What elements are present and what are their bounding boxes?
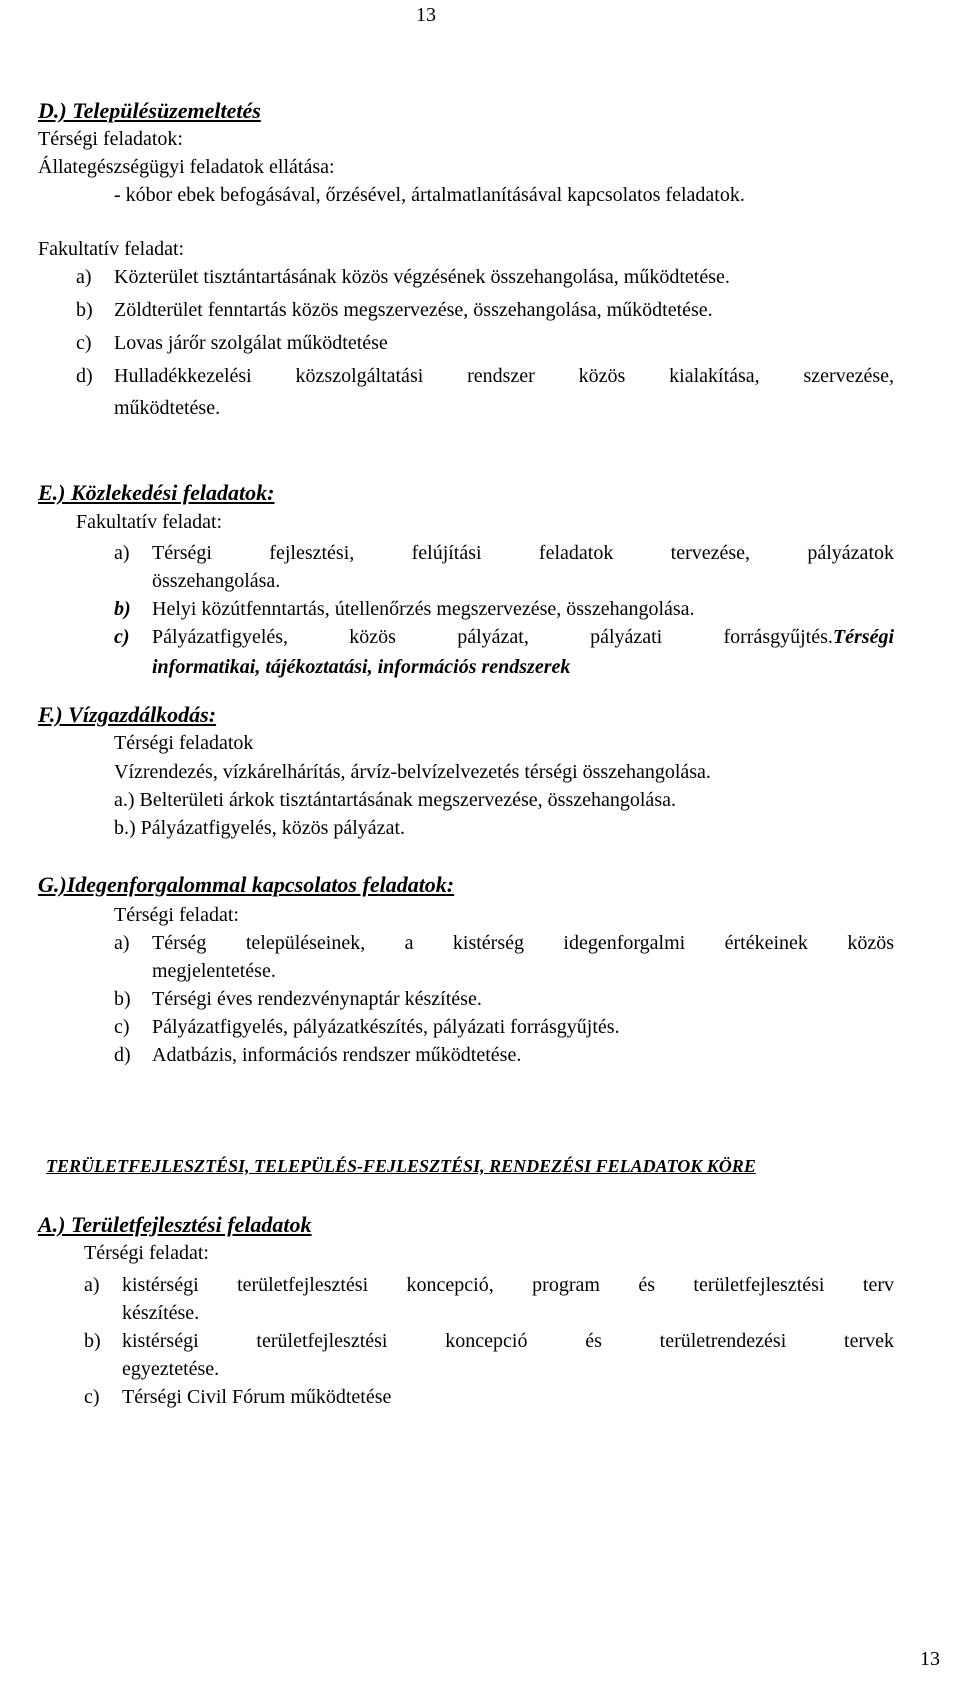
item-text: Térség településeinek, a kistérség idegenforgalmi értékeinek közös xyxy=(152,932,894,954)
section-f-line-3: a.) Belterületi árkok tisztántartásának megszervezése, összehangolása. xyxy=(114,789,676,811)
item-text: Zöldterület fenntartás közös megszervezése, összehangolása, működtetése. xyxy=(114,299,713,321)
item-label: c) xyxy=(114,626,130,648)
item-label: b) xyxy=(76,299,93,321)
page-number-top: 13 xyxy=(416,4,436,26)
item-text: Lovas járőr szolgálat működtetése xyxy=(114,332,388,354)
item-label: b) xyxy=(114,988,131,1010)
section-d-item-b xyxy=(76,299,713,322)
section-g-title: Térségi feladat: xyxy=(114,904,239,926)
section-a-title: Térségi feladat: xyxy=(84,1242,209,1264)
section-d-line-2: Állategészségügyi feladatok ellátása: xyxy=(38,156,335,178)
section-a-item-a-cont: készítése. xyxy=(122,1302,200,1324)
section-f-line-4: b.) Pályázatfigyelés, közös pályázat. xyxy=(114,817,405,839)
section-d-item-a xyxy=(76,266,730,289)
section-d-line-3: - kóbor ebek befogásával, őrzésével, ártalmatlanításával kapcsolatos feladatok. xyxy=(114,184,745,206)
item-label: a) xyxy=(76,266,92,288)
section-g-item-c xyxy=(114,1016,620,1039)
section-g-heading: G.)Idegenforgalommal kapcsolatos feladatok: xyxy=(38,872,455,897)
item-label: c) xyxy=(114,1016,130,1038)
item-text: Térségi Civil Fórum működtetése xyxy=(122,1386,392,1408)
item-label: d) xyxy=(76,365,93,387)
item-label: d) xyxy=(114,1044,131,1066)
section-e-item-a-cont: összehangolása. xyxy=(152,570,281,592)
item-label: b) xyxy=(114,598,131,620)
section-d-item-d-cont: működtetése. xyxy=(114,397,221,419)
item-text: Adatbázis, információs rendszer működtetése. xyxy=(152,1044,522,1066)
item-label: c) xyxy=(76,332,92,354)
item-text-plain: Pályázatfigyelés, közös pályázat, pályázati forrásgyűjtés. xyxy=(152,626,833,648)
section-d-optional-title: Fakultatív feladat: xyxy=(38,238,185,260)
item-label: a) xyxy=(114,932,130,954)
section-a-item-b-cont: egyeztetése. xyxy=(122,1358,220,1380)
section-d-heading: D.) Településüzemeltetés xyxy=(38,98,261,123)
section-f-line-2: Vízrendezés, vízkárelhárítás, árvíz-belvízelvezetés térségi összehangolása. xyxy=(114,761,711,783)
item-text: Térségi fejlesztési, felújítási feladatok tervezése, pályázatok xyxy=(152,542,894,564)
section-f-line-1: Térségi feladatok xyxy=(114,732,254,754)
page-number-bottom: 13 xyxy=(920,1648,940,1670)
item-label: b) xyxy=(84,1330,101,1352)
section-d-item-c xyxy=(76,332,388,355)
item-text: kistérségi területfejlesztési koncepció, program és területfejlesztési terv xyxy=(122,1274,894,1296)
section-g-item-b xyxy=(114,988,482,1011)
section-d-line-1: Térségi feladatok: xyxy=(38,128,183,150)
section-g-item-d xyxy=(114,1044,521,1067)
item-text: Térségi éves rendezvénynaptár készítése. xyxy=(152,988,482,1010)
item-text: kistérségi területfejlesztési koncepció és területrendezési tervek xyxy=(122,1330,894,1352)
item-label: a) xyxy=(84,1274,100,1296)
section-f-heading: F.) Vízgazdálkodás: xyxy=(38,702,217,727)
section-e-heading: E.) Közlekedési feladatok: xyxy=(38,480,275,505)
item-label: c) xyxy=(84,1386,100,1408)
section-g-item-a-cont: megjelentetése. xyxy=(152,960,276,982)
item-label: a) xyxy=(114,542,130,564)
item-text: Közterület tisztántartásának közös végzésének összehangolása, működtetése. xyxy=(114,266,730,288)
item-text: Helyi közútfenntartás, útellenőrzés megszervezése, összehangolása. xyxy=(152,598,695,620)
section-a-heading: A.) Területfejlesztési feladatok xyxy=(38,1212,312,1237)
section-e-item-c-cont: informatikai, tájékoztatási, információs rendszerek xyxy=(152,656,571,678)
section-a-item-c xyxy=(84,1386,391,1409)
section-e-optional-title: Fakultatív feladat: xyxy=(76,511,223,533)
item-text: Pályázatfigyelés, pályázatkészítés, pályázati forrásgyűjtés. xyxy=(152,1016,620,1038)
item-text: Hulladékkezelési közszolgáltatási rendszer közös kialakítása, szervezése, xyxy=(114,365,894,387)
chapter-title: TERÜLETFEJLESZTÉSI, TELEPÜLÉS-FEJLESZTÉSI, RENDEZÉSI FELADATOK KÖRE xyxy=(46,1156,756,1176)
item-text xyxy=(152,626,894,649)
item-text-bold: Térségi xyxy=(832,626,894,648)
section-e-item-b xyxy=(114,598,695,621)
